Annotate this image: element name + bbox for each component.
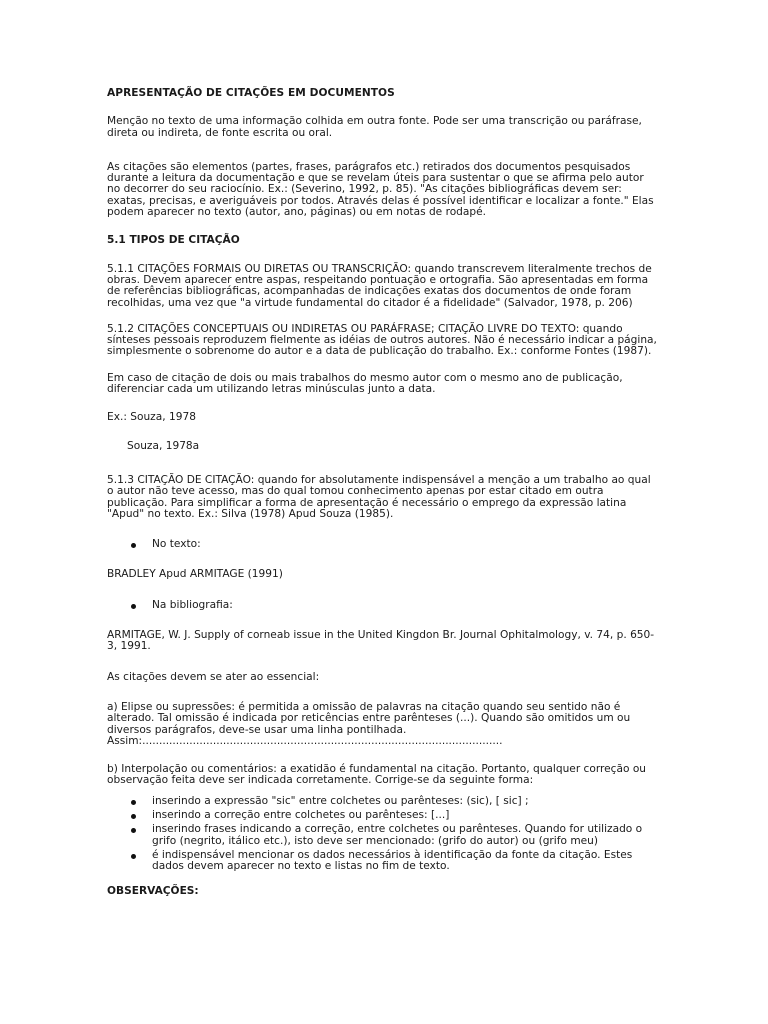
bullet-bibliografia-label: Na bibliografia:	[152, 598, 233, 611]
example-line-1: Ex.: Souza, 1978	[107, 411, 196, 424]
list-item-text: inserindo frases indicando a correção, entre colchetes ou parênteses. Quando for utilizado o grifo (negrito, itálico etc.), isto deve ser mencionado: (grifo do autor) ou (grifo meu)	[152, 823, 643, 847]
example-line-2: Souza, 1978a	[127, 439, 200, 452]
bullet-dot-icon	[131, 543, 136, 548]
essential-line: As citações devem se ater ao essencial:	[107, 670, 320, 683]
bullet-no-texto	[107, 539, 658, 550]
bullet-dot-icon	[131, 828, 136, 833]
paragraph-same-year: Em caso de citação de dois ou mais trabalhos do mesmo autor com o mesmo ano de publicação, diferenciar cada um utilizando letras minúsculas junto a data.	[107, 371, 623, 396]
intro-paragraph: Menção no texto de uma informação colhida em outra fonte. Pode ser uma transcrição ou paráfrase, direta ou indireta, de fonte escrita ou oral.	[107, 115, 642, 139]
paragraph-512: 5.1.2 CITAÇÕES CONCEPTUAIS OU INDIRETAS OU PARÁFRASE; CITAÇÃO LIVRE DO TEXTO: quando sínteses pessoais reproduzem fielmente as idéias de outros autores. Não é necessário indicar a página, simplesmente o sobrenome do autor e a data de publicação do trabalho. Ex.: conforme Fontes (1987).	[107, 322, 657, 358]
paragraph-513: 5.1.3 CITAÇÃO DE CITAÇÃO: quando for absolutamente indispensável a menção a um trabalho ao qual o autor não teve acesso, mas do qual tomou conhecimento apenas por estar citado em outra publicação. Para simplificar a forma de apresentação é necessário o emprego da expressão latina "Apud" no texto. Ex.: Silva (1978) Apud Souza (1985).	[107, 473, 651, 520]
observacoes-heading: OBSERVAÇÕES:	[107, 885, 199, 898]
definition-paragraph: As citações são elementos (partes, frases, parágrafos etc.) retirados dos documentos pesquisados durante a leitura da documentação e que se revelam úteis para sustentar o que se afirma pelo autor no decorrer do seu raciocínio. Ex.: (Severino, 1992, p. 85). "As citações bibliográficas devem ser: exatas, precisas, e averiguáveis por todos. Através delas é possível identificar e localizar a fonte." Elas podem aparecer no texto (autor, ano, páginas) ou em notas de rodapé.	[107, 160, 654, 219]
bullet-dot-icon	[131, 800, 136, 805]
bullet-dot-icon	[131, 604, 136, 609]
armitage-reference: ARMITAGE, W. J. Supply of corneab issue in the United Kingdon Br. Journal Ophitalmology, v. 74, p. 650-3, 1991.	[107, 629, 655, 653]
paragraph-511: 5.1.1 CITAÇÕES FORMAIS OU DIRETAS OU TRANSCRIÇÃO: quando transcrevem literalmente trechos de obras. Devem aparecer entre aspas, respeitando pontuação e ortografia. São apresentadas em forma de referências bibliográficas, acompanhadas de indicações exatas dos documentos de onde foram recolhidas, uma vez que "a virtude fundamental do citador é a fidelidade" (Salvador, 1978, p. 206)	[107, 262, 652, 309]
list-item	[107, 850, 658, 873]
paragraph-interpolacao: b) Interpolação ou comentários: a exatidão é fundamental na citação. Portanto, qualquer correção ou observação feita deve ser indicada corretamente. Corrige-se da seguinte forma:	[107, 763, 647, 787]
bullet-no-texto-label: No texto:	[152, 538, 201, 551]
list-item-text: é indispensável mencionar os dados necessários à identificação da fonte da citação. Estes dados devem aparecer no texto e listas no fim de texto.	[152, 848, 633, 873]
document-title: APRESENTAÇÃO DE CITAÇÕES EM DOCUMENTOS	[107, 87, 395, 99]
list-item-text: inserindo a expressão "sic" entre colchetes ou parênteses: (sic), [ sic] ;	[152, 794, 529, 807]
bullet-dot-icon	[131, 814, 136, 819]
paragraph-elipse: a) Elipse ou supressões: é permitida a omissão de palavras na citação quando seu sentido não é alterado. Tal omissão é indicada por reticências entre parênteses (...). Quando são omitidos um ou diversos parágrafos, deve-se usar uma linha pontilhada. Assim:...........................................................................................................	[107, 700, 631, 747]
section-heading: 5.1 TIPOS DE CITAÇÃO	[107, 234, 240, 247]
correction-list	[107, 796, 658, 873]
bradley-line: BRADLEY Apud ARMITAGE (1991)	[107, 568, 283, 581]
bullet-bibliografia	[107, 600, 658, 611]
bullet-dot-icon	[131, 854, 136, 859]
list-item-text: inserindo a correção entre colchetes ou parênteses: [...]	[152, 808, 450, 821]
list-item	[107, 810, 658, 821]
list-item	[107, 796, 658, 807]
list-item	[107, 824, 658, 847]
